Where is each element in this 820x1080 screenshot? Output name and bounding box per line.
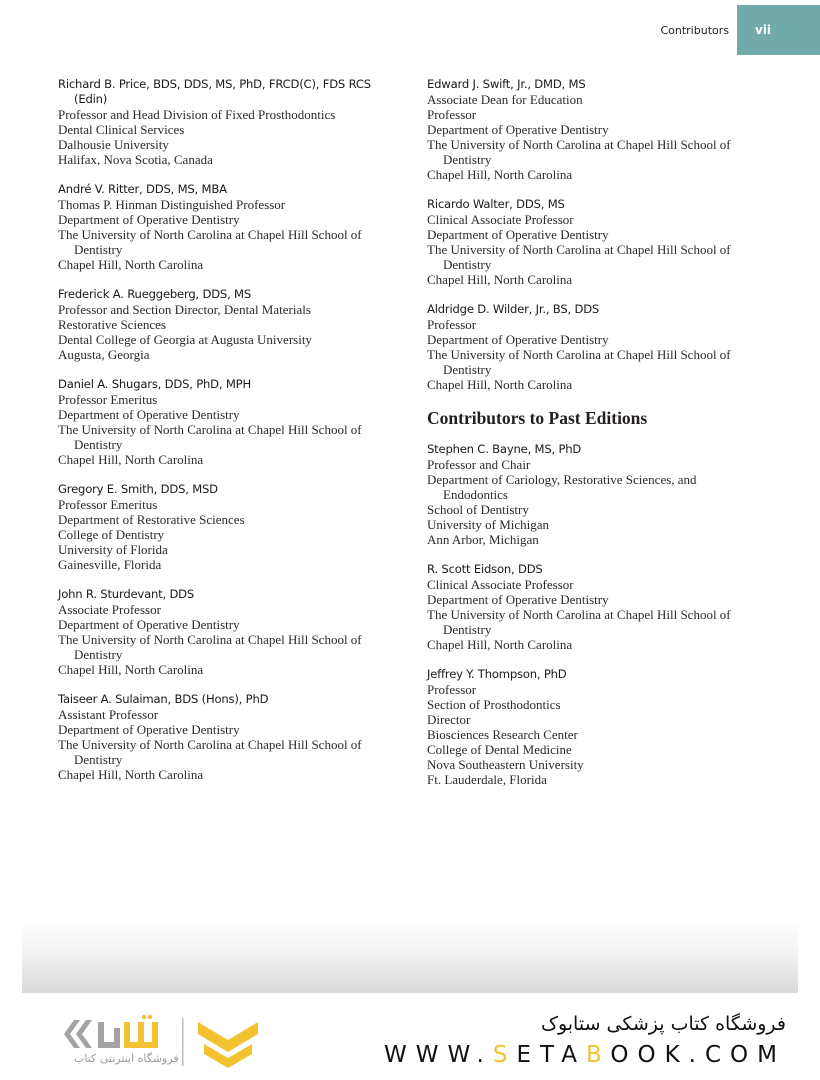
affiliation-line: The University of North Carolina at Chapel Hill School of Dentistry [427, 347, 731, 377]
contributor-name: Edward J. Swift, Jr., DMD, MS [427, 77, 586, 91]
affiliation-line: Chapel Hill, North Carolina [427, 167, 573, 182]
contributor-entry [58, 482, 388, 572]
affiliation-line: Section of Prosthodontics [427, 697, 561, 712]
affiliation-line: Department of Operative Dentistry [58, 617, 240, 632]
contributor-entry [427, 197, 757, 287]
affiliation-line: School of Dentistry [427, 502, 529, 517]
affiliation-line: Clinical Associate Professor [427, 212, 574, 227]
affiliation-line: Chapel Hill, North Carolina [58, 662, 204, 677]
url-part: OOK.COM [610, 1042, 786, 1068]
contributor-entry [58, 587, 388, 677]
contributor-name: Taiseer A. Sulaiman, BDS (Hons), PhD [58, 692, 269, 706]
store-name: فروشگاه کتاب پزشکی ستابوک [540, 1013, 786, 1035]
affiliation-line: College of Dentistry [58, 527, 165, 542]
affiliation-line: Department of Operative Dentistry [58, 407, 240, 422]
running-head-title: Contributors [660, 23, 729, 37]
affiliation-line: Ann Arbor, Michigan [427, 532, 539, 547]
affiliation-line: Chapel Hill, North Carolina [427, 637, 573, 652]
affiliation-line: Professor [427, 682, 477, 697]
page-number: vii [755, 23, 772, 37]
affiliation-line: Chapel Hill, North Carolina [58, 452, 204, 467]
contributor-name: Gregory E. Smith, DDS, MSD [58, 482, 218, 496]
affiliation-line: Department of Operative Dentistry [427, 332, 609, 347]
setabook-logo [60, 1010, 320, 1074]
affiliation-line: Chapel Hill, North Carolina [427, 272, 573, 287]
contributor-name: André V. Ritter, DDS, MS, MBA [58, 182, 227, 196]
affiliation-line: Chapel Hill, North Carolina [58, 257, 204, 272]
logo-tagline: فروشگاه اینترنتی کتاب [74, 1052, 179, 1065]
contributor-entry [427, 667, 757, 787]
contributor-entry [427, 562, 757, 652]
contributor-entry [58, 182, 388, 272]
url-highlight: B [586, 1042, 611, 1068]
affiliation-line: Department of Operative Dentistry [58, 212, 240, 227]
affiliation-line: Restorative Sciences [58, 317, 166, 332]
contributor-entry [427, 442, 757, 547]
affiliation-line: Augusta, Georgia [58, 347, 150, 362]
contributor-name: Daniel A. Shugars, DDS, PhD, MPH [58, 377, 251, 391]
running-head [660, 5, 820, 55]
contributor-name: Jeffrey Y. Thompson, PhD [427, 667, 567, 681]
affiliation-line: Department of Restorative Sciences [58, 512, 245, 527]
page-bottom-fade [22, 920, 798, 993]
affiliation-line: Professor and Chair [427, 457, 531, 472]
affiliation-line: Thomas P. Hinman Distinguished Professor [58, 197, 286, 212]
affiliation-line: The University of North Carolina at Chapel Hill School of Dentistry [58, 632, 362, 662]
contributor-entry [58, 77, 388, 167]
store-url [384, 1040, 786, 1070]
contributor-name: Ricardo Walter, DDS, MS [427, 197, 565, 211]
contributor-entry [58, 692, 388, 782]
page-number-box [737, 5, 820, 55]
contributor-entry [58, 377, 388, 467]
affiliation-line: Professor Emeritus [58, 392, 158, 407]
affiliation-line: The University of North Carolina at Chapel Hill School of Dentistry [427, 242, 731, 272]
affiliation-line: Professor and Head Division of Fixed Prosthodontics [58, 107, 336, 122]
contributor-name: R. Scott Eidson, DDS [427, 562, 543, 576]
affiliation-line: Department of Cariology, Restorative Sciences, and Endodontics [427, 472, 697, 502]
affiliation-line: College of Dental Medicine [427, 742, 572, 757]
affiliation-line: The University of North Carolina at Chapel Hill School of Dentistry [58, 227, 362, 257]
contributor-name: John R. Sturdevant, DDS [58, 587, 195, 601]
affiliation-line: Professor [427, 107, 477, 122]
affiliation-line: Dalhousie University [58, 137, 169, 152]
affiliation-line: The University of North Carolina at Chapel Hill School of Dentistry [58, 422, 362, 452]
footer-watermark [384, 1010, 786, 1070]
contributor-name: Richard B. Price, BDS, DDS, MS, PhD, FRCD(C), FDS RCS (Edin) [58, 77, 371, 106]
url-highlight: S [492, 1042, 517, 1068]
affiliation-line: Halifax, Nova Scotia, Canada [58, 152, 213, 167]
affiliation-line: Professor Emeritus [58, 497, 158, 512]
affiliation-line: The University of North Carolina at Chapel Hill School of Dentistry [427, 607, 731, 637]
affiliation-line: Nova Southeastern University [427, 757, 584, 772]
contributor-entry [427, 77, 757, 182]
affiliation-line: The University of North Carolina at Chapel Hill School of Dentistry [427, 137, 731, 167]
affiliation-line: Chapel Hill, North Carolina [58, 767, 204, 782]
affiliation-line: Dental College of Georgia at Augusta University [58, 332, 312, 347]
section-title-past-editions: Contributors to Past Editions [427, 408, 648, 428]
affiliation-line: Associate Professor [58, 602, 161, 617]
right-column [427, 77, 757, 802]
affiliation-line: Professor and Section Director, Dental Materials [58, 302, 311, 317]
affiliation-line: Director [427, 712, 471, 727]
affiliation-line: Professor [427, 317, 477, 332]
url-part: WWW. [383, 1042, 493, 1068]
affiliation-line: Biosciences Research Center [427, 727, 578, 742]
affiliation-line: Department of Operative Dentistry [58, 722, 240, 737]
affiliation-line: Associate Dean for Education [427, 92, 583, 107]
url-part: ETA [516, 1042, 587, 1068]
left-column [58, 77, 388, 797]
affiliation-line: Dental Clinical Services [58, 122, 185, 137]
affiliation-line: Gainesville, Florida [58, 557, 162, 572]
affiliation-line: The University of North Carolina at Chapel Hill School of Dentistry [58, 737, 362, 767]
contributor-name: Frederick A. Rueggeberg, DDS, MS [58, 287, 252, 301]
contributor-name: Stephen C. Bayne, MS, PhD [427, 442, 582, 456]
affiliation-line: University of Florida [58, 542, 168, 557]
contributor-entry [58, 287, 388, 362]
affiliation-line: Ft. Lauderdale, Florida [427, 772, 547, 787]
affiliation-line: University of Michigan [427, 517, 550, 532]
affiliation-line: Assistant Professor [58, 707, 159, 722]
affiliation-line: Department of Operative Dentistry [427, 227, 609, 242]
affiliation-line: Department of Operative Dentistry [427, 122, 609, 137]
affiliation-line: Chapel Hill, North Carolina [427, 377, 573, 392]
affiliation-line: Clinical Associate Professor [427, 577, 574, 592]
affiliation-line: Department of Operative Dentistry [427, 592, 609, 607]
contributor-name: Aldridge D. Wilder, Jr., BS, DDS [427, 302, 600, 316]
contributor-entry [427, 302, 757, 392]
